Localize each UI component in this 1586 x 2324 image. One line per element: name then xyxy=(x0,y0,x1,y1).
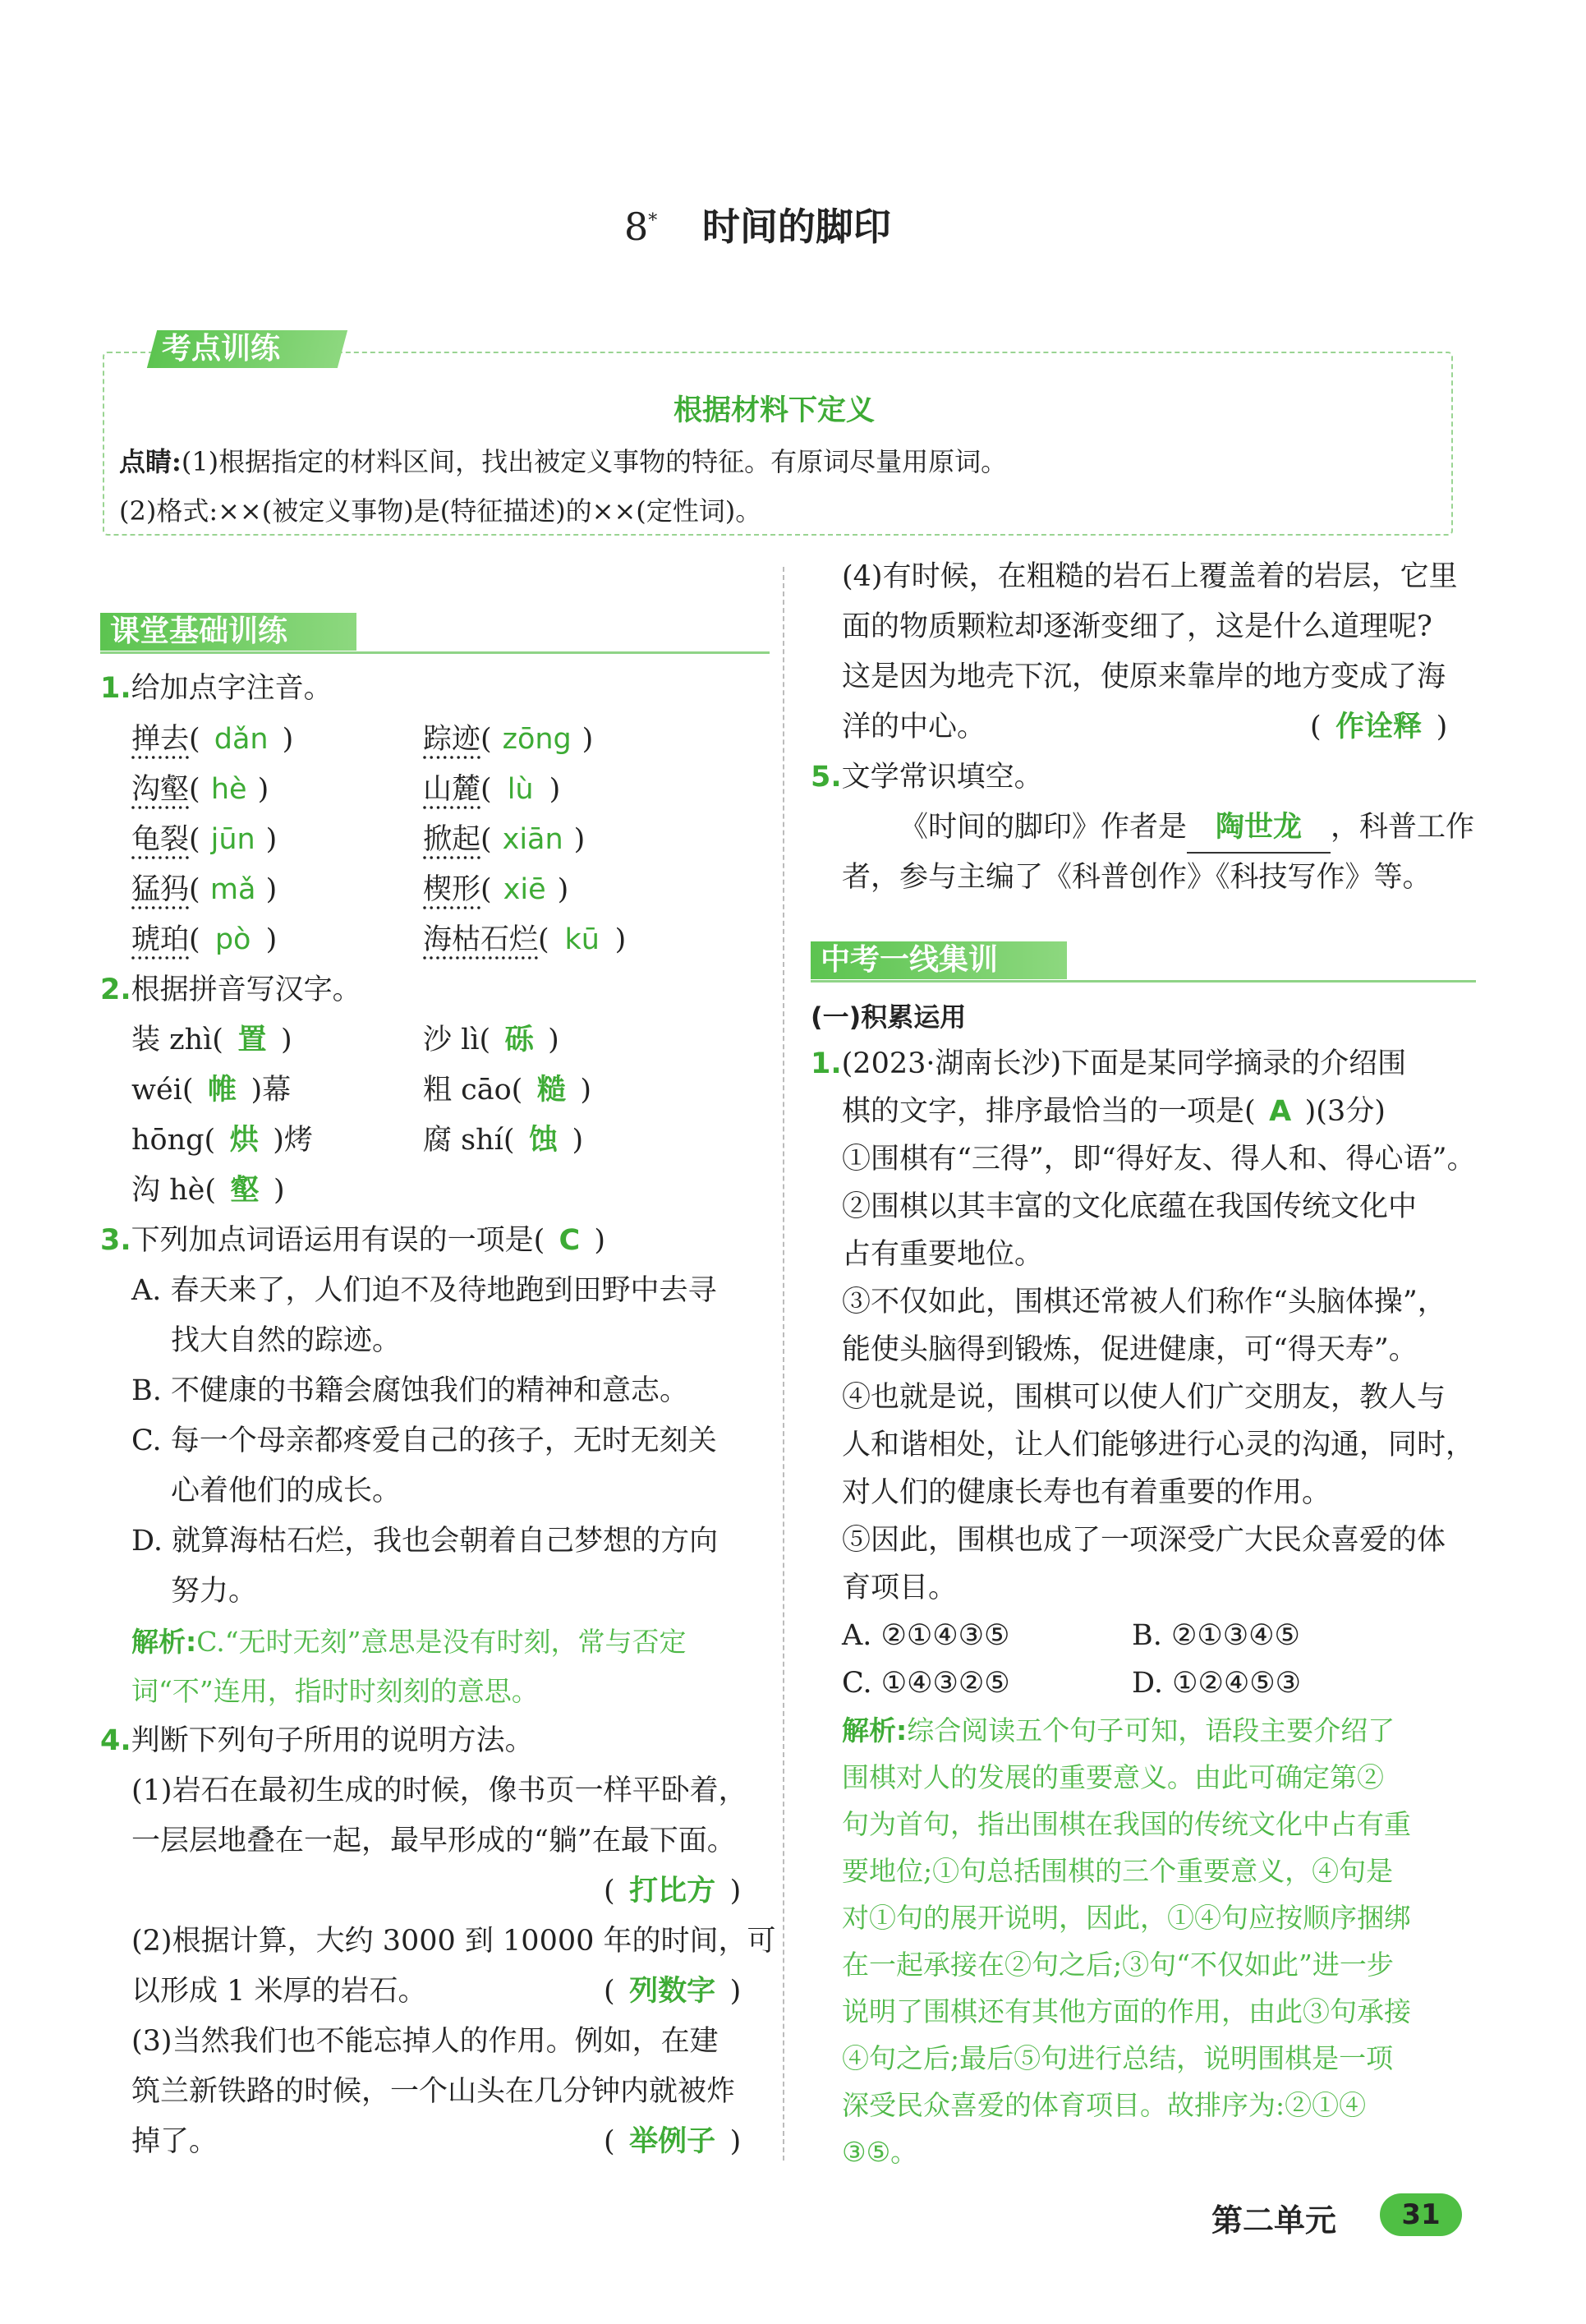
q4-s4-line1: (4)有时候，在粗糙的岩石上覆盖着的岩层，它里 xyxy=(842,560,1458,593)
kaodian-tip-1: 点睛:(1)根据指定的材料区间，找出被定义事物的特征。有原词尽量用原词。 xyxy=(119,446,1008,477)
zhongkao-rule xyxy=(811,980,1476,983)
zk-analysis-6: 在一起承接在②句之后;③句“不仅如此”进一步 xyxy=(842,1949,1394,1981)
q3-option-a-1: A. 春天来了，人们迫不及待地跑到田野中去寻 xyxy=(131,1274,717,1307)
q4-answer-4: ( 作诠释 ) xyxy=(1310,711,1448,743)
kaodian-tip-2: (2)格式:××(被定义事物)是(特征描述)的××(定性词)。 xyxy=(119,495,762,527)
q2-item-6: 腐 shí( 蚀 ) xyxy=(423,1124,584,1157)
lesson-title-text: 时间的脚印 xyxy=(701,205,891,249)
q3-analysis-2: 词“不”连用，指时时刻刻的意思。 xyxy=(131,1675,539,1707)
lesson-title xyxy=(624,197,891,251)
q1-item-7: 猛犸( mǎ ) xyxy=(131,873,278,906)
lesson-number: 8 xyxy=(624,205,649,249)
q4-s1-line1: (1)岩石在最初生成的时候，像书页一样平卧着， xyxy=(131,1774,747,1807)
zhongkao-banner: 中考一线集训 xyxy=(811,941,1067,979)
q3-analysis-1: 解析:C.“无时无刻”意思是没有时刻，常与否定 xyxy=(131,1626,687,1658)
zk-q1-line2: 棋的文字，排序最恰当的一项是( A )(3分) xyxy=(842,1095,1386,1128)
q4-s3-line3: 掉了。 xyxy=(131,2125,218,2158)
q4-s3-line1: (3)当然我们也不能忘掉人的作用。例如，在建 xyxy=(131,2025,719,2058)
zk-sentence-4a: ④也就是说，围棋可以使人们广交朋友，教人与 xyxy=(842,1381,1446,1414)
footer-unit: 第二单元 xyxy=(1211,2202,1337,2239)
q3-option-d-1: D. 就算海枯石烂，我也会朝着自己梦想的方向 xyxy=(131,1525,719,1558)
q2-item-2: 沙 lì( 砾 ) xyxy=(423,1024,559,1056)
column-divider xyxy=(783,567,784,2161)
page-number: 31 xyxy=(1380,2193,1462,2236)
q4-answer-3: ( 举例子 ) xyxy=(604,2125,742,2158)
zk-analysis-8: ④句之后;最后⑤句进行总结，说明围棋是一项 xyxy=(842,2042,1394,2074)
q4-s4-line2: 面的物质颗粒却逐渐变细了，这是什么道理呢? xyxy=(842,610,1432,643)
q1-item-10: 海枯石烂( kū ) xyxy=(423,923,627,956)
q3-option-d-2: 努力。 xyxy=(171,1575,258,1608)
zk-option-c: C. ①④③②⑤ xyxy=(842,1667,1010,1700)
q4-answer-2: ( 列数字 ) xyxy=(604,1975,742,2008)
zk-analysis-1: 解析:综合阅读五个句子可知，语段主要介绍了 xyxy=(842,1714,1395,1746)
q2-item-3: wéi( 帷 )幕 xyxy=(131,1074,292,1107)
zk-q1-line1: 1.(2023·湖南长沙)下面是某同学摘录的介绍围 xyxy=(811,1047,1407,1080)
q3-option-a-2: 找大自然的踪迹。 xyxy=(171,1324,402,1357)
zk-analysis-9: 深受民众喜爱的体育项目。故排序为:②①④ xyxy=(842,2089,1367,2121)
q4-stem: 4.判断下列句子所用的说明方法。 xyxy=(100,1724,534,1757)
q2-item-7: 沟 hè( 壑 ) xyxy=(131,1174,285,1207)
q2-item-5: hōng( 烘 )烤 xyxy=(131,1124,313,1157)
q1-stem: 1.给加点字注音。 xyxy=(100,672,333,705)
q2-stem: 2.根据拼音写汉字。 xyxy=(100,973,361,1006)
q4-s4-line4: 洋的中心。 xyxy=(842,711,986,743)
q2-item-4: 粗 cāo( 糙 ) xyxy=(423,1074,591,1107)
q1-item-6: 掀起( xiān ) xyxy=(423,823,586,856)
zk-sentence-3b: 能使头脑得到锻炼，促进健康，可“得天寿”。 xyxy=(842,1333,1418,1366)
zk-sentence-2a: ②围棋以其丰富的文化底蕴在我国传统文化中 xyxy=(842,1190,1418,1223)
q3-option-b: B. 不健康的书籍会腐蚀我们的精神和意志。 xyxy=(131,1374,688,1407)
ketang-rule xyxy=(100,651,770,654)
q1-item-3: 沟壑( hè ) xyxy=(131,773,269,806)
kaodian-heading: 根据材料下定义 xyxy=(673,394,876,427)
q3-stem: 3.下列加点词语运用有误的一项是( C ) xyxy=(100,1224,605,1257)
q5-line2: 者，参与主编了《科普创作》《科技写作》等。 xyxy=(842,861,1432,894)
q1-item-4: 山麓( lù ) xyxy=(423,773,561,806)
zk-option-d: D. ①②④⑤③ xyxy=(1132,1667,1301,1700)
zk-sentence-4c: 对人们的健康长寿也有着重要的作用。 xyxy=(842,1476,1331,1509)
zhongkao-section: (一)积累运用 xyxy=(811,1001,967,1033)
q4-s4-line3: 这是因为地壳下沉，使原来靠岸的地方变成了海 xyxy=(842,660,1446,693)
zk-analysis-5: 对①句的展开说明，因此，①④句应按顺序捆绑 xyxy=(842,1902,1411,1934)
zk-sentence-2b: 占有重要地位。 xyxy=(842,1238,1044,1271)
zk-analysis-10: ③⑤。 xyxy=(842,2136,918,2168)
q1-item-2: 踪迹( zōng ) xyxy=(423,723,594,756)
zk-sentence-1: ①围棋有“三得”，即“得好友、得人和、得心语”。 xyxy=(842,1143,1476,1176)
q4-s2-line2: 以形成 1 米厚的岩石。 xyxy=(131,1975,427,2008)
ketang-banner: 课堂基础训练 xyxy=(100,613,356,651)
zk-analysis-2: 围棋对人的发展的重要意义。由此可确定第② xyxy=(842,1761,1384,1793)
kaodian-banner: 考点训练 xyxy=(147,330,347,368)
q3-option-c-2: 心着他们的成长。 xyxy=(171,1475,402,1507)
q1-item-8: 楔形( xiē ) xyxy=(423,873,569,906)
q1-item-9: 琥珀( pò ) xyxy=(131,923,278,956)
q5-stem: 5.文学常识填空。 xyxy=(811,761,1043,794)
q1-item-5: 龟裂( jūn ) xyxy=(131,823,278,856)
zk-option-a: A. ②①④③⑤ xyxy=(842,1619,1010,1652)
zk-sentence-5a: ⑤因此，围棋也成了一项深受广大民众喜爱的体 xyxy=(842,1524,1446,1557)
q2-item-1: 装 zhì( 置 ) xyxy=(131,1024,292,1056)
q1-item-1: 掸去( dǎn ) xyxy=(131,723,294,756)
q4-s1-line2: 一层层地叠在一起，最早形成的“躺”在最下面。 xyxy=(131,1825,736,1857)
q5-line1: 《时间的脚印》作者是 陶世龙 ，科普工作 xyxy=(899,803,1474,854)
zk-sentence-3a: ③不仅如此，围棋还常被人们称作“头脑体操”， xyxy=(842,1286,1446,1318)
q3-option-c-1: C. 每一个母亲都疼爱自己的孩子，无时无刻关 xyxy=(131,1424,717,1457)
q4-answer-1: ( 打比方 ) xyxy=(604,1875,742,1908)
q4-s3-line2: 筑兰新铁路的时候，一个山头在几分钟内就被炸 xyxy=(131,2075,736,2108)
zk-sentence-4b: 人和谐相处，让人们能够进行心灵的沟通，同时， xyxy=(842,1429,1475,1461)
zk-option-b: B. ②①③④⑤ xyxy=(1132,1619,1300,1652)
zk-analysis-3: 句为首句，指出围棋在我国的传统文化中占有重 xyxy=(842,1808,1411,1840)
q4-s2-line1: (2)根据计算，大约 3000 到 10000 年的时间，可 xyxy=(131,1925,776,1958)
zk-sentence-5b: 育项目。 xyxy=(842,1572,958,1604)
zk-analysis-7: 说明了围棋还有其他方面的作用，由此③句承接 xyxy=(842,1995,1411,2027)
zk-analysis-4: 要地位;①句总括围棋的三个重要意义，④句是 xyxy=(842,1855,1394,1887)
lesson-star: * xyxy=(648,210,658,232)
